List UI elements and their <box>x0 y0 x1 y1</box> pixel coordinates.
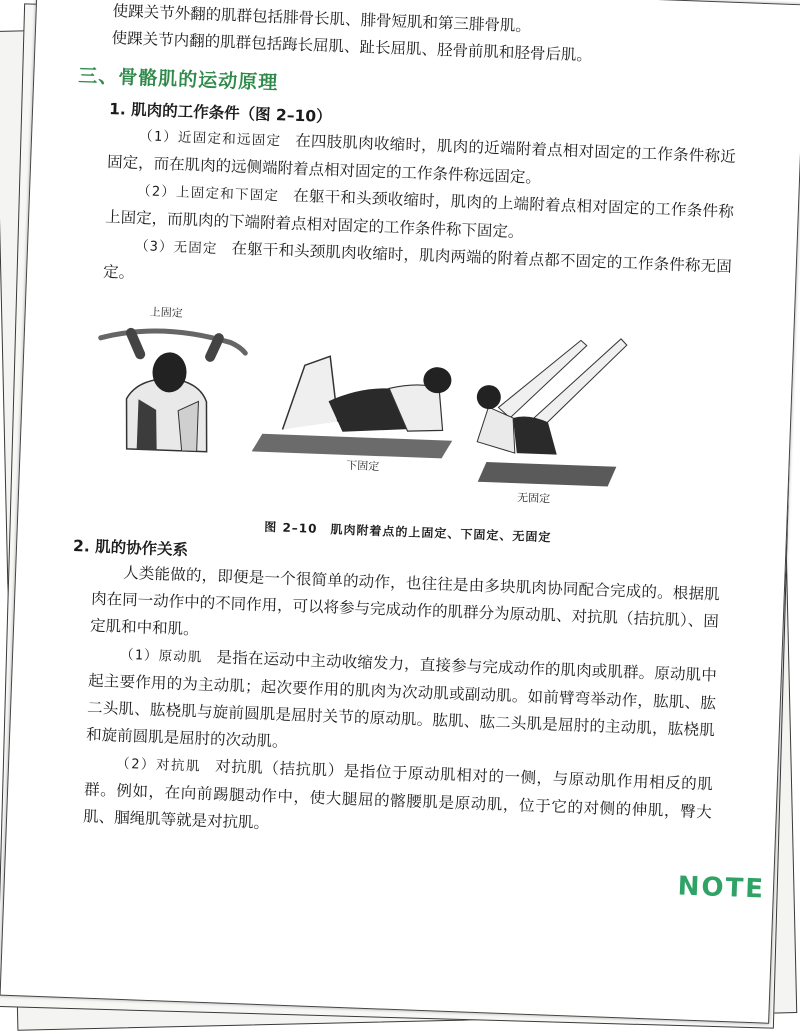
intro-paragraph: 人类能做的，即便是一个很简单的动作，也往往是由多块肌肉协同配合完成的。根据肌肉在同一动作中的不同作用，可以将参与完成动作的肌群分为原动肌、对抗肌（拮抗肌）、固定肌和中和肌。 <box>89 563 721 639</box>
role-text: 是指在运动中主动收缩发力，直接参与完成动作的肌肉或肌群。原动肌中起主要作用的为主动肌；起次要作用的肌肉为次动肌或副动肌。如前臂弯举动作，肱肌、肱二头肌、肱桡肌与旋前圆肌是屈肘关节的原动肌。肱肌、肱二头肌是屈肘的主动肌，肱桡肌和旋前圆肌是屈肘的次动肌。 <box>85 648 718 751</box>
condition-text: 在四肢肌肉收缩时，肌肉的近端附着点相对固定的工作条件称近固定，而在肌肉的远侧端附着点相对固定的工作条件称远固定。 <box>106 131 737 187</box>
continued-line: 使踝关节内翻的肌群包括踇长屈肌、趾长屈肌、胫骨前肌和胫骨后肌。 <box>111 29 593 65</box>
page-content <box>72 0 741 853</box>
role-term: （2）对抗肌 <box>115 755 202 775</box>
label-no-fixation: 无固定 <box>516 491 551 506</box>
notes-margin-mark: NOTE <box>677 871 766 905</box>
figure-caption: 图 2–10 肌肉附着点的上固定、下固定、无固定 <box>264 519 552 545</box>
exercise-illustrations <box>55 296 762 532</box>
condition-term: （2）上固定和下固定 <box>136 183 280 205</box>
continued-line: 使踝关节外翻的肌群包括腓骨长肌、腓骨短肌和第三腓骨肌。 <box>112 2 532 36</box>
subsection-title: 1. 肌肉的工作条件（图 2–10） <box>108 99 332 127</box>
condition-term: （1）近固定和远固定 <box>138 128 282 150</box>
situp-figure <box>252 353 455 458</box>
label-top-fixed: 上固定 <box>149 305 183 320</box>
section-title: 三、骨骼肌的运动原理 <box>77 64 279 95</box>
condition-term: （3）无固定 <box>134 238 218 258</box>
condition-text: 在躯干和头颈肌肉收缩时，肌肉两端的附着点都不固定的工作条件称无固定。 <box>102 239 733 282</box>
vup-figure <box>474 334 627 487</box>
condition-text: 在躯干和头颈收缩时，肌肉的上端附着点相对固定的工作条件称上固定，而肌肉的下端附着点相对固定的工作条件称下固定。 <box>104 186 735 242</box>
pullup-figure <box>97 329 246 453</box>
role-term: （1）原动肌 <box>119 646 203 666</box>
figure-2-10 <box>55 296 762 532</box>
role-text: 对抗肌（拮抗肌）是指位于原动肌相对的一侧，与原动肌作用相反的肌群。例如，在向前踢腿动作中，使大腿屈的髂腰肌是原动肌，位于它的对侧的伸肌，臀大肌、腘绳肌等就是对抗肌。 <box>82 757 714 833</box>
subsection-title: 2. 肌的协作关系 <box>72 536 189 560</box>
label-bottom-fixed: 下固定 <box>345 458 380 474</box>
